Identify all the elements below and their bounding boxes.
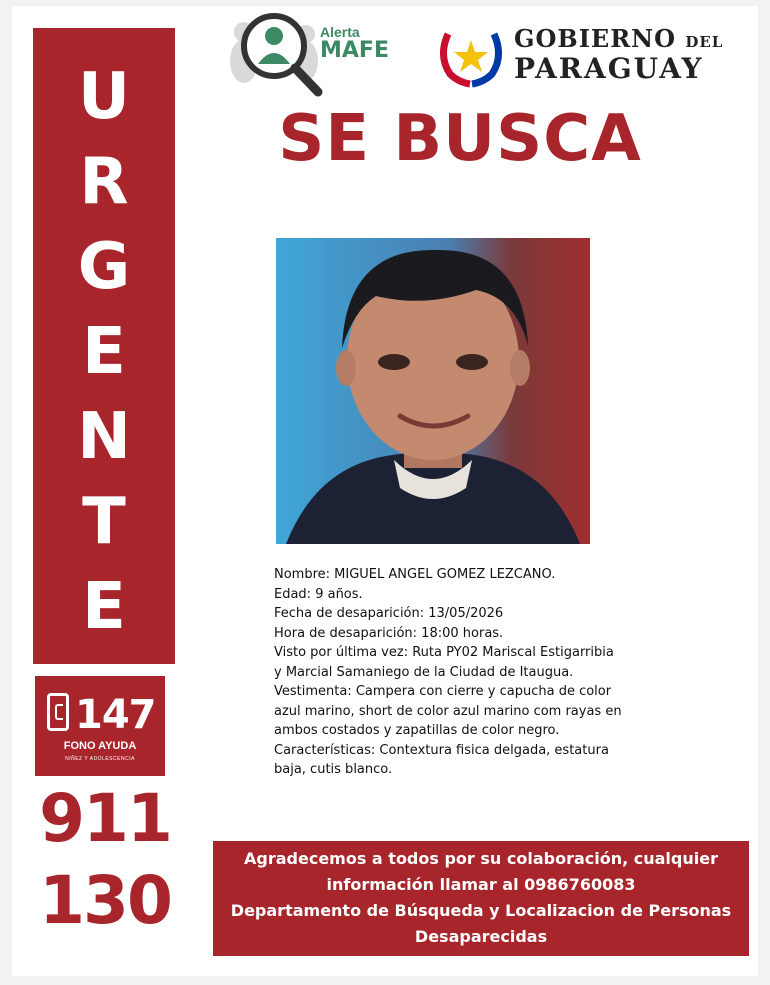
urgent-letter: E <box>82 315 126 389</box>
detail-fecha: Fecha de desaparición: 13/05/2026 <box>274 606 504 621</box>
footer-line: Agradecemos a todos por su colaboración, cualquier <box>244 849 718 868</box>
detail-edad: Edad: 9 años. <box>274 586 363 602</box>
emergency-number-130: 130 <box>39 862 171 939</box>
fono-label: FONO AYUDA <box>63 740 137 752</box>
mafe-text-alerta: Alerta <box>320 24 360 40</box>
detail-vestimenta: Vestimenta: Campera con cierre y capucha de color azul marino, short de color azul marino com rayas en ambos costados y zapatillas de color negro. <box>274 684 622 738</box>
paraguay-emblem-icon <box>436 22 506 88</box>
urgent-banner <box>33 28 175 664</box>
urgent-letter: R <box>79 145 129 219</box>
mafe-text-mafe: MAFE <box>320 38 389 63</box>
contact-footer <box>213 841 749 956</box>
missing-person-photo <box>276 238 590 544</box>
detail-caracteristicas: Características: Contextura fisica delgada, estatura baja, cutis blanco. <box>274 742 609 777</box>
urgent-letter: U <box>78 60 130 134</box>
magnifier-person-icon <box>222 6 332 98</box>
fono-ayuda-badge <box>35 676 165 776</box>
footer-line: información llamar al 0986760083 <box>326 875 636 894</box>
missing-person-details <box>274 565 624 780</box>
fono-sub-label: NIÑEZ Y ADOLESCENCIA <box>65 756 135 762</box>
detail-hora: Hora de desaparición: 18:00 horas. <box>274 625 504 641</box>
emergency-number-911: 911 <box>39 780 171 857</box>
gobierno-paraguay-logo <box>436 22 726 92</box>
gov-text-paraguay: PARAGUAY <box>514 52 704 85</box>
fono-number: 147 <box>75 692 156 738</box>
footer-line: Departamento de Búsqueda y Localizacion de Personas <box>230 901 732 920</box>
urgent-letter: E <box>82 570 126 644</box>
page-title: SE BUSCA <box>278 102 642 176</box>
urgent-letter: N <box>77 400 131 474</box>
urgent-letter: G <box>77 230 131 304</box>
gov-text-gobierno: GOBIERNO DEL <box>514 24 724 53</box>
alerta-mafe-logo <box>222 6 422 98</box>
footer-line: Desaparecidas <box>414 927 548 946</box>
phone-icon <box>47 693 69 731</box>
detail-visto: Visto por última vez: Ruta PY02 Mariscal Estigarribia y Marcial Samaniego de la Ciudad de Itaugua. <box>274 645 614 680</box>
detail-nombre: Nombre: MIGUEL ANGEL GOMEZ LEZCANO. <box>274 567 556 582</box>
urgent-letter: T <box>82 485 126 559</box>
